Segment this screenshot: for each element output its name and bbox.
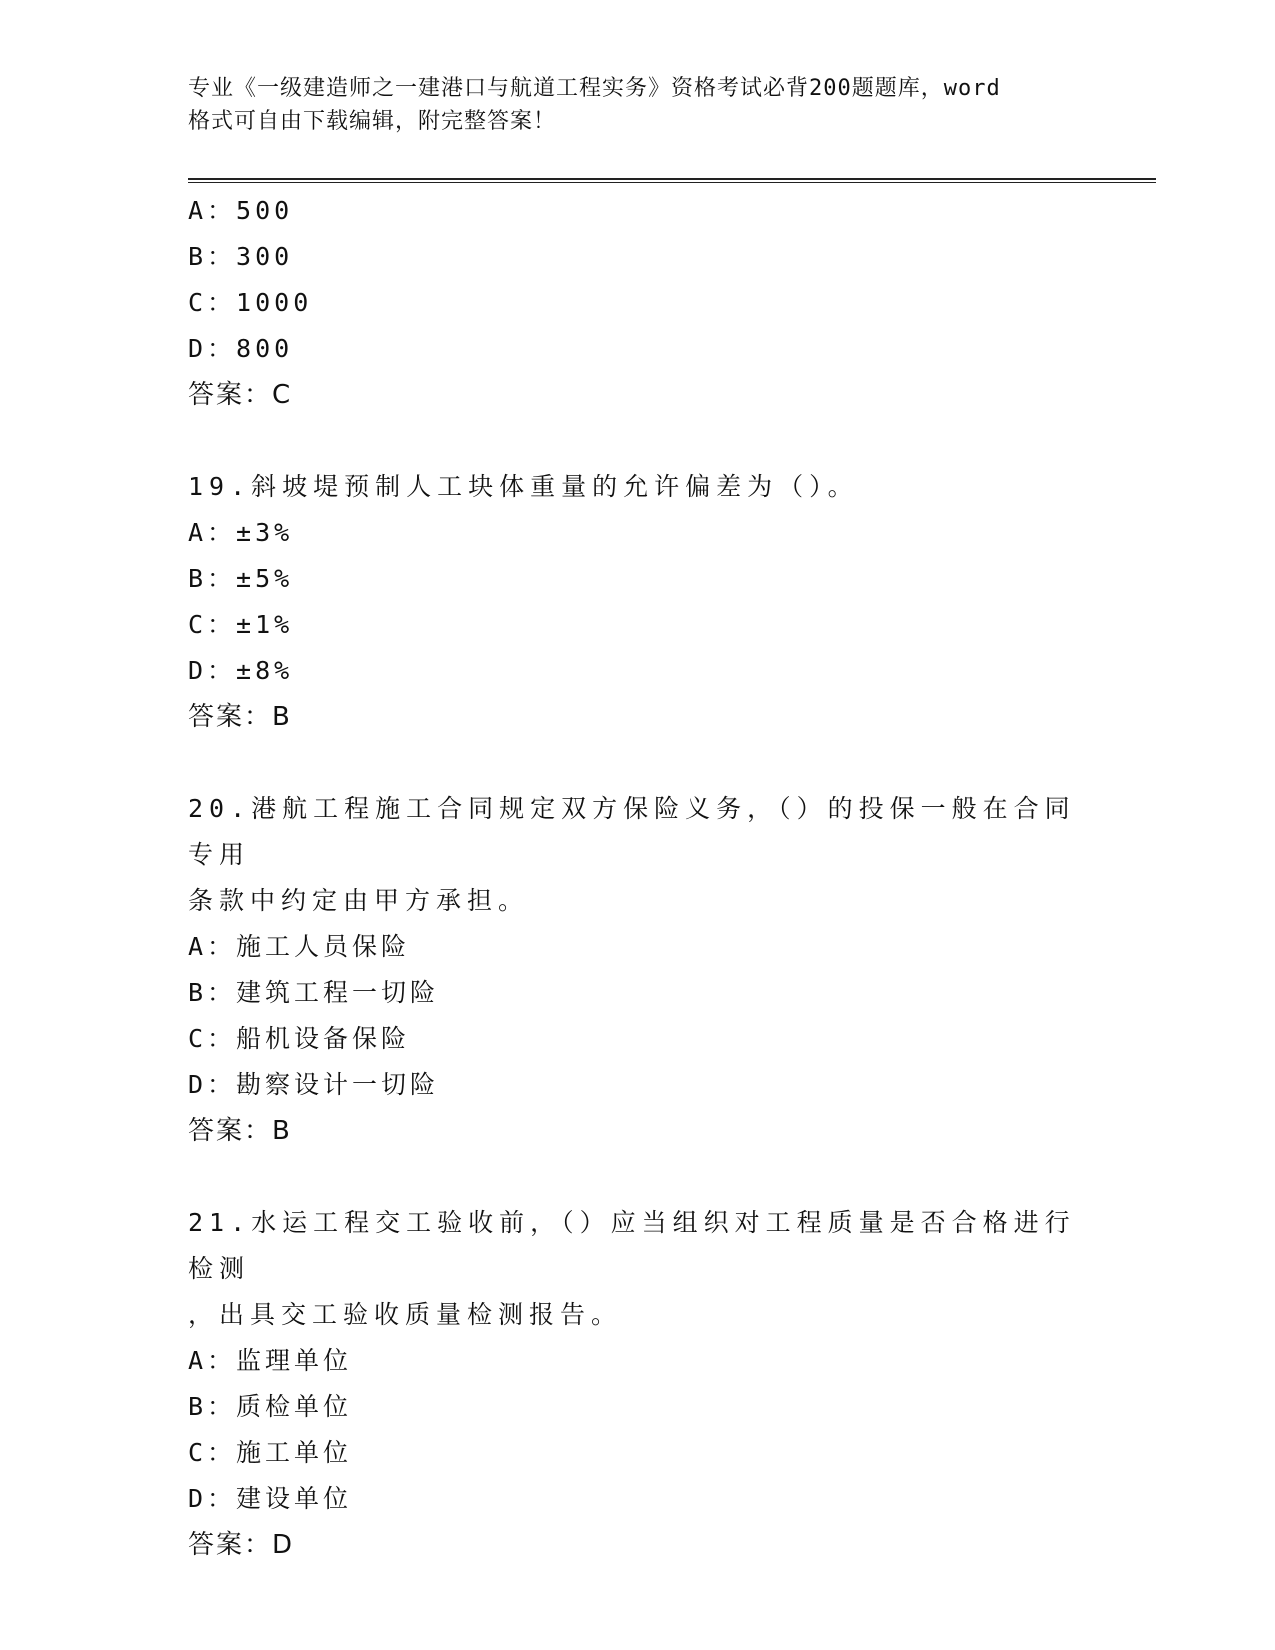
question-text-line-2: ，出具交工验收质量检测报告。 bbox=[188, 1300, 623, 1329]
option-a: A：±3% bbox=[188, 518, 294, 547]
option-d: D：±8% bbox=[188, 656, 294, 685]
spacer bbox=[188, 1154, 1088, 1200]
answer: 答案：C bbox=[188, 380, 293, 410]
option-d: D：建设单位 bbox=[188, 1484, 353, 1513]
option-d: D：800 bbox=[188, 334, 294, 363]
answer: 答案：B bbox=[188, 702, 292, 732]
spacer bbox=[188, 418, 1088, 464]
header-divider bbox=[188, 178, 1156, 183]
option-b: B：±5% bbox=[188, 564, 294, 593]
option-a: A：施工人员保险 bbox=[188, 932, 411, 961]
option-c: C：船机设备保险 bbox=[188, 1024, 411, 1053]
question-text-line-2: 条款中约定由甲方承担。 bbox=[188, 886, 530, 915]
question-text-line-1: 21.水运工程交工验收前，（）应当组织对工程质量是否合格进行检测 bbox=[188, 1208, 1076, 1283]
header-title-line-2: 格式可自由下载编辑，附完整答案！ bbox=[188, 109, 557, 134]
document-header bbox=[188, 72, 1068, 138]
header-title-line-1: 专业《一级建造师之一建港口与航道工程实务》资格考试必背200题题库，word bbox=[188, 76, 1001, 101]
option-c: C：±1% bbox=[188, 610, 294, 639]
option-c: C：施工单位 bbox=[188, 1438, 353, 1467]
spacer bbox=[188, 740, 1088, 786]
question-list bbox=[188, 188, 1088, 1568]
question-19 bbox=[188, 464, 1088, 740]
question-18 bbox=[188, 188, 1088, 418]
option-b: B：质检单位 bbox=[188, 1392, 353, 1421]
option-b: B：建筑工程一切险 bbox=[188, 978, 440, 1007]
question-text: 19.斜坡堤预制人工块体重量的允许偏差为（）。 bbox=[188, 472, 859, 501]
option-a: A：监理单位 bbox=[188, 1346, 353, 1375]
question-21 bbox=[188, 1200, 1088, 1568]
option-d: D：勘察设计一切险 bbox=[188, 1070, 440, 1099]
option-a: A：500 bbox=[188, 196, 294, 225]
question-20 bbox=[188, 786, 1088, 1154]
option-c: C：1000 bbox=[188, 288, 313, 317]
question-text-line-1: 20.港航工程施工合同规定双方保险义务，（）的投保一般在合同专用 bbox=[188, 794, 1076, 869]
option-b: B：300 bbox=[188, 242, 294, 271]
answer: 答案：B bbox=[188, 1116, 292, 1146]
answer: 答案：D bbox=[188, 1530, 295, 1560]
